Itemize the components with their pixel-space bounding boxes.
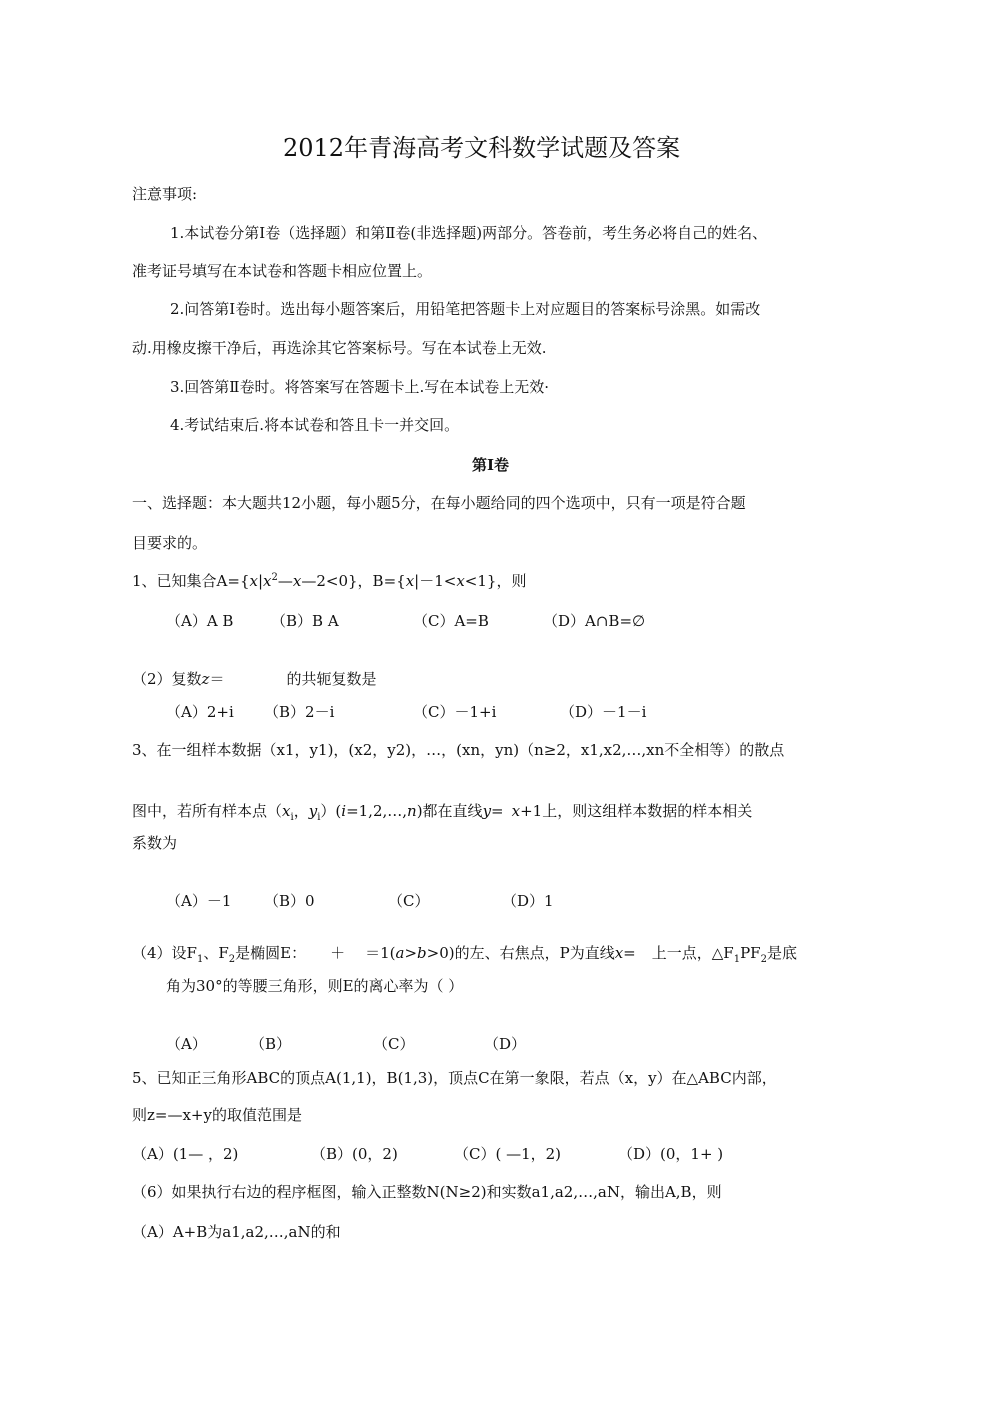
q3-option-b: （B）0 [264,892,315,910]
note-3: 3.回答第Ⅱ卷时。将答案写在答题卡上.写在本试卷上无效· [170,378,550,396]
note-2-line-1: 2.问答第Ⅰ卷时。选出每小题答案后，用铅笔把答题卡上对应题目的答案标号涂黑。如需改 [170,300,761,318]
q1-var: x [405,572,415,590]
q5-option-a: （A）(1— ，2) [132,1145,239,1163]
question-3-line-1: 3、在一组样本数据（x1，y1)，(x2，y2)，…，(xn，yn)（n≥2，x1,x2,…,xn不全相等）的散点 [132,741,785,759]
q3-var: x [282,802,291,820]
q4-text: = [623,944,636,962]
q4-var: a [395,944,405,962]
q4-option-d: （D） [484,1035,527,1053]
section-heading: 第Ⅰ卷 [472,456,510,474]
note-1-line-2: 准考证号填写在本试卷和答题卡相应位置上。 [132,262,433,280]
q5-option-c: （C）( —1，2) [454,1145,562,1163]
section-intro-line-2: 目要求的。 [132,534,208,552]
q5-option-b: （B）(0，2) [311,1145,398,1163]
q4-text: >0)的左、右焦点，P为直线 [426,944,615,962]
q4-var: b [417,944,427,962]
question-6-line-1: （6）如果执行右边的程序框图，输入正整数N(N≥2)和实数a1,a2,…,aN，输出A,B，则 [132,1183,722,1201]
question-2-stem [132,668,376,690]
q3-option-a: （A）－1 [166,892,232,910]
notes-heading: 注意事项: [132,185,198,203]
q1-option-a: （A）A B [166,612,234,630]
q2-var: z [201,670,210,688]
q3-var: n [407,802,417,820]
q1-var: x [456,572,465,590]
q3-text: +1上，则这组样本数据的样本相关 [520,802,753,820]
section-intro-line-1: 一、选择题：本大题共12小题，每小题5分，在每小题给同的四个选项中，只有一项是符合题 [132,494,746,512]
q3-text: ）( [320,802,342,820]
q3-var: y [482,802,492,820]
q1-text: — [277,572,293,590]
q4-text: （4）设F [132,944,197,962]
q4-text: ＋ [330,944,346,962]
q3-text: 图中，若所有样本点（ [132,802,283,820]
q4-text: 上一点，△F [651,944,734,962]
q6-option-a: （A）A+B为a1,a2,…,aN的和 [132,1223,341,1241]
q4-text: 是椭圆E： [235,944,307,962]
q1-text: —2<0}，B={ [301,572,406,590]
question-5-line-2: 则z=—x+y的取值范围是 [132,1106,302,1124]
question-5-line-1: 5、已知正三角形ABC的顶点A(1,1)，B(1,3)，顶点C在第一象限，若点（x，y）在△ABC内部， [132,1069,777,1087]
q3-option-d: （D）1 [502,892,554,910]
q3-text: )都在直线 [416,802,483,820]
q2-option-c: （C）－1+i [413,703,497,721]
q3-option-c: （C） [388,892,430,910]
q3-var: x [511,802,521,820]
q4-text: 是底 [766,944,797,962]
q4-text: > [404,944,418,962]
q1-option-d: （D）A∩B=∅ [543,612,646,630]
q4-text: 、F [203,944,229,962]
q1-var: x [249,572,258,590]
note-2-line-2: 动.用橡皮擦干净后，再选涂其它答案标号。写在本试卷上无效. [132,339,547,357]
q1-text: | [257,572,264,590]
q2-text: （2）复数 [132,670,202,688]
q1-var: x [292,572,302,590]
q1-var: x [263,572,272,590]
q3-var: y [308,802,318,820]
q3-text: =1,2,…, [346,802,408,820]
q3-var: i [341,802,347,820]
q2-text: ＝ [209,670,225,688]
question-3-line-3: 系数为 [132,834,178,852]
q1-text: |－1< [414,572,457,590]
question-4-line-1: （4）设$F_1$、$F_2$是椭圆E： ＋ ＝1(a>b>0)的左、右焦点，P为直线x= 上一点，$\triangle F_1PF_2$是底 [132,944,797,965]
q2-option-d: （D）－1－i [560,703,647,721]
q4-option-c: （C） [373,1035,415,1053]
q5-option-d: （D）(0，1+ ) [618,1145,724,1163]
q4-option-a: （A） [166,1035,207,1053]
q1-option-b: （B）B A [271,612,339,630]
q1-option-c: （C）A=B [413,612,489,630]
q4-text: ＝1( [365,944,396,962]
question-3-line-2: 图中，若所有样本点（$x_i$，$y_i)(i=1,2,\dots,n)$都在直线y= x+1上，则这组样本数据的样本相关 [132,802,753,823]
question-4-line-2: 角为30°的等腰三角形，则E的离心率为（ ） [166,977,464,995]
note-1-line-1: 1.本试卷分第Ⅰ卷（选择题）和第Ⅱ卷(非选择题)两部分。答卷前，考生务必将自己的姓名、 [170,224,768,242]
question-1-stem: 1、已知集合$A=\{x|x^2—x—2<0\}$，B={x|－1<x<1}，则 [132,572,527,590]
page-title: 2012年青海高考文科数学试题及答案 [283,134,681,162]
q3-text: = [491,802,504,820]
q2-text: 的共轭复数是 [286,670,377,688]
q1-text: 1、已知集合A={ [132,572,250,590]
note-4: 4.考试结束后.将本试卷和答且卡一并交回。 [170,416,460,434]
q1-text: <1}，则 [464,572,527,590]
q2-option-b: （B）2－i [264,703,335,721]
q3-text: ， [293,802,309,820]
q2-option-a: （A）2+i [166,703,234,721]
q4-text: PF [740,944,761,962]
q4-var: x [614,944,624,962]
q4-option-b: （B） [250,1035,292,1053]
